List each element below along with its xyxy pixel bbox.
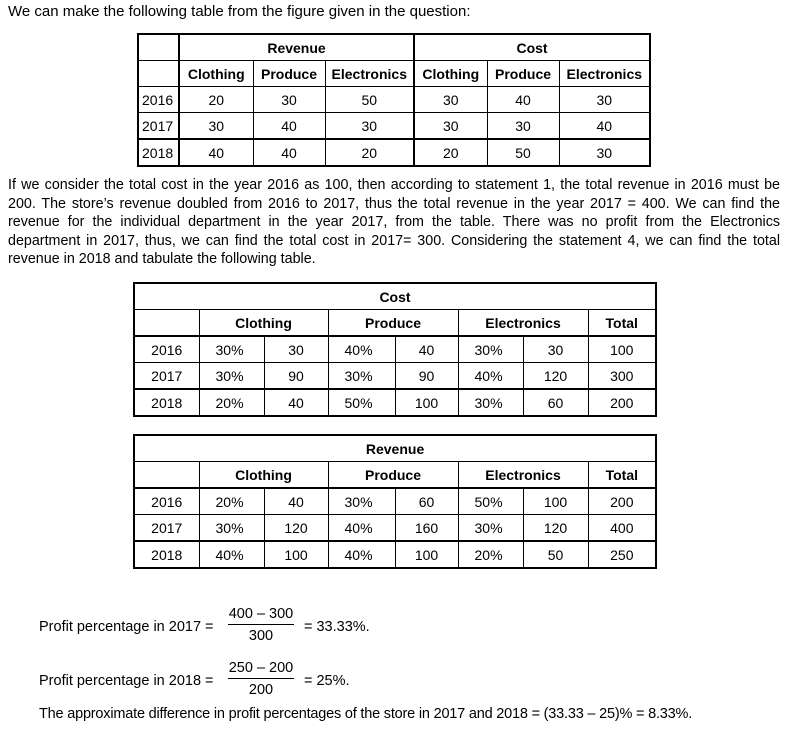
- revenue-group-header: Revenue: [179, 34, 414, 61]
- percent-cell: 20%: [458, 541, 523, 568]
- percent-cell: 30%: [458, 389, 523, 416]
- intro-text: We can make the following table from the figure given in the question:: [8, 3, 471, 20]
- table-row: [138, 87, 650, 113]
- year-cell: 2016: [134, 488, 199, 515]
- value-cell: 30: [559, 87, 650, 113]
- column-header: Produce: [328, 462, 458, 489]
- percent-cell: 50%: [458, 488, 523, 515]
- value-cell: 120: [264, 515, 328, 542]
- corner-cell: [138, 61, 179, 87]
- table-row: [134, 541, 656, 568]
- column-header: Produce: [253, 61, 325, 87]
- percent-cell: 30%: [199, 363, 264, 390]
- value-cell: 20: [414, 139, 487, 166]
- profit-fraction-2018: [228, 660, 294, 698]
- percent-cell: 40%: [199, 541, 264, 568]
- table-row: [134, 515, 656, 542]
- column-header: Clothing: [199, 462, 328, 489]
- percent-cell: 20%: [199, 488, 264, 515]
- value-cell: 40: [264, 488, 328, 515]
- percent-cell: 40%: [328, 541, 395, 568]
- value-cell: 160: [395, 515, 458, 542]
- table-row: [134, 363, 656, 390]
- column-header: Clothing: [199, 310, 328, 337]
- total-cell: 100: [588, 336, 656, 363]
- value-cell: 120: [523, 363, 588, 390]
- value-cell: 50: [523, 541, 588, 568]
- table-row: [134, 389, 656, 416]
- profit-formula-2018-label: Profit percentage in 2018 =: [39, 673, 214, 689]
- year-cell: 2017: [134, 363, 199, 390]
- year-cell: 2016: [134, 336, 199, 363]
- percent-cell: 30%: [458, 336, 523, 363]
- percent-cell: 20%: [199, 389, 264, 416]
- value-cell: 100: [395, 541, 458, 568]
- column-header: Electronics: [458, 462, 588, 489]
- value-cell: 30: [414, 87, 487, 113]
- column-header: Electronics: [458, 310, 588, 337]
- percent-cell: 50%: [328, 389, 395, 416]
- total-cell: 300: [588, 363, 656, 390]
- value-cell: 30: [325, 113, 414, 140]
- column-header: Total: [588, 310, 656, 337]
- percent-cell: 30%: [328, 363, 395, 390]
- column-header: Produce: [487, 61, 559, 87]
- fraction-numerator: 400 – 300: [228, 606, 294, 625]
- value-cell: 30: [414, 113, 487, 140]
- percent-cell: 30%: [199, 336, 264, 363]
- table-row: [138, 113, 650, 140]
- column-header: Electronics: [559, 61, 650, 87]
- year-cell: 2016: [138, 87, 179, 113]
- value-cell: 30: [487, 113, 559, 140]
- percent-cell: 30%: [458, 515, 523, 542]
- column-header: Total: [588, 462, 656, 489]
- value-cell: 40: [395, 336, 458, 363]
- value-cell: 100: [523, 488, 588, 515]
- percent-cell: 40%: [458, 363, 523, 390]
- value-cell: 100: [264, 541, 328, 568]
- value-cell: 40: [264, 389, 328, 416]
- value-cell: 20: [179, 87, 253, 113]
- column-header: Produce: [328, 310, 458, 337]
- figure-data-table: [137, 33, 651, 167]
- column-header: Electronics: [325, 61, 414, 87]
- fraction-denominator: 200: [248, 682, 274, 698]
- percent-cell: 30%: [199, 515, 264, 542]
- value-cell: 40: [253, 139, 325, 166]
- profit-fraction-2017: [228, 606, 294, 644]
- year-cell: 2017: [138, 113, 179, 140]
- fraction-denominator: 300: [248, 628, 274, 644]
- total-cell: 200: [588, 488, 656, 515]
- explanation-paragraph: If we consider the total cost in the year 2016 as 100, then according to statement 1, the total revenue in 2016 must be 200. The store’s revenue doubled from 2016 to 2017, thus the total revenue in the year 2017 = 400. We can find the revenue for the individual department in the year 2017, from the table. There was no profit from the Electronics department in 2017, thus, we can find the total cost in 2017= 300. Considering the statement 4, we can find the total revenue in 2018 and tabulate the following table.: [8, 177, 780, 267]
- cost-table-title: Cost: [134, 283, 656, 310]
- value-cell: 50: [325, 87, 414, 113]
- profit-result-2017: = 33.33%.: [304, 619, 370, 635]
- percent-cell: 40%: [328, 336, 395, 363]
- year-cell: 2018: [134, 541, 199, 568]
- value-cell: 100: [395, 389, 458, 416]
- value-cell: 60: [523, 389, 588, 416]
- value-cell: 30: [264, 336, 328, 363]
- value-cell: 40: [559, 113, 650, 140]
- value-cell: 40: [179, 139, 253, 166]
- revenue-table-title: Revenue: [134, 435, 656, 462]
- value-cell: 30: [179, 113, 253, 140]
- value-cell: 40: [487, 87, 559, 113]
- table-row: [134, 336, 656, 363]
- value-cell: 50: [487, 139, 559, 166]
- profit-result-2018: = 25%.: [304, 673, 350, 689]
- value-cell: 90: [264, 363, 328, 390]
- cost-group-header: Cost: [414, 34, 650, 61]
- value-cell: 40: [253, 113, 325, 140]
- table-row: [138, 139, 650, 166]
- profit-formula-2017-label: Profit percentage in 2017 =: [39, 619, 214, 635]
- year-cell: 2018: [138, 139, 179, 166]
- column-header: Clothing: [179, 61, 253, 87]
- conclusion-text: The approximate difference in profit percentages of the store in 2017 and 2018 = (33.33 – 25)% = 8.33%.: [39, 706, 693, 722]
- revenue-table: [133, 434, 657, 569]
- fraction-numerator: 250 – 200: [228, 660, 294, 679]
- corner-cell: [138, 34, 179, 61]
- value-cell: 30: [253, 87, 325, 113]
- total-cell: 400: [588, 515, 656, 542]
- value-cell: 30: [559, 139, 650, 166]
- value-cell: 30: [523, 336, 588, 363]
- table-row: [134, 488, 656, 515]
- total-cell: 250: [588, 541, 656, 568]
- cost-table: [133, 282, 657, 417]
- total-cell: 200: [588, 389, 656, 416]
- value-cell: 20: [325, 139, 414, 166]
- corner-cell: [134, 462, 199, 489]
- percent-cell: 30%: [328, 488, 395, 515]
- year-cell: 2017: [134, 515, 199, 542]
- corner-cell: [134, 310, 199, 337]
- column-header: Clothing: [414, 61, 487, 87]
- percent-cell: 40%: [328, 515, 395, 542]
- value-cell: 90: [395, 363, 458, 390]
- year-cell: 2018: [134, 389, 199, 416]
- value-cell: 120: [523, 515, 588, 542]
- value-cell: 60: [395, 488, 458, 515]
